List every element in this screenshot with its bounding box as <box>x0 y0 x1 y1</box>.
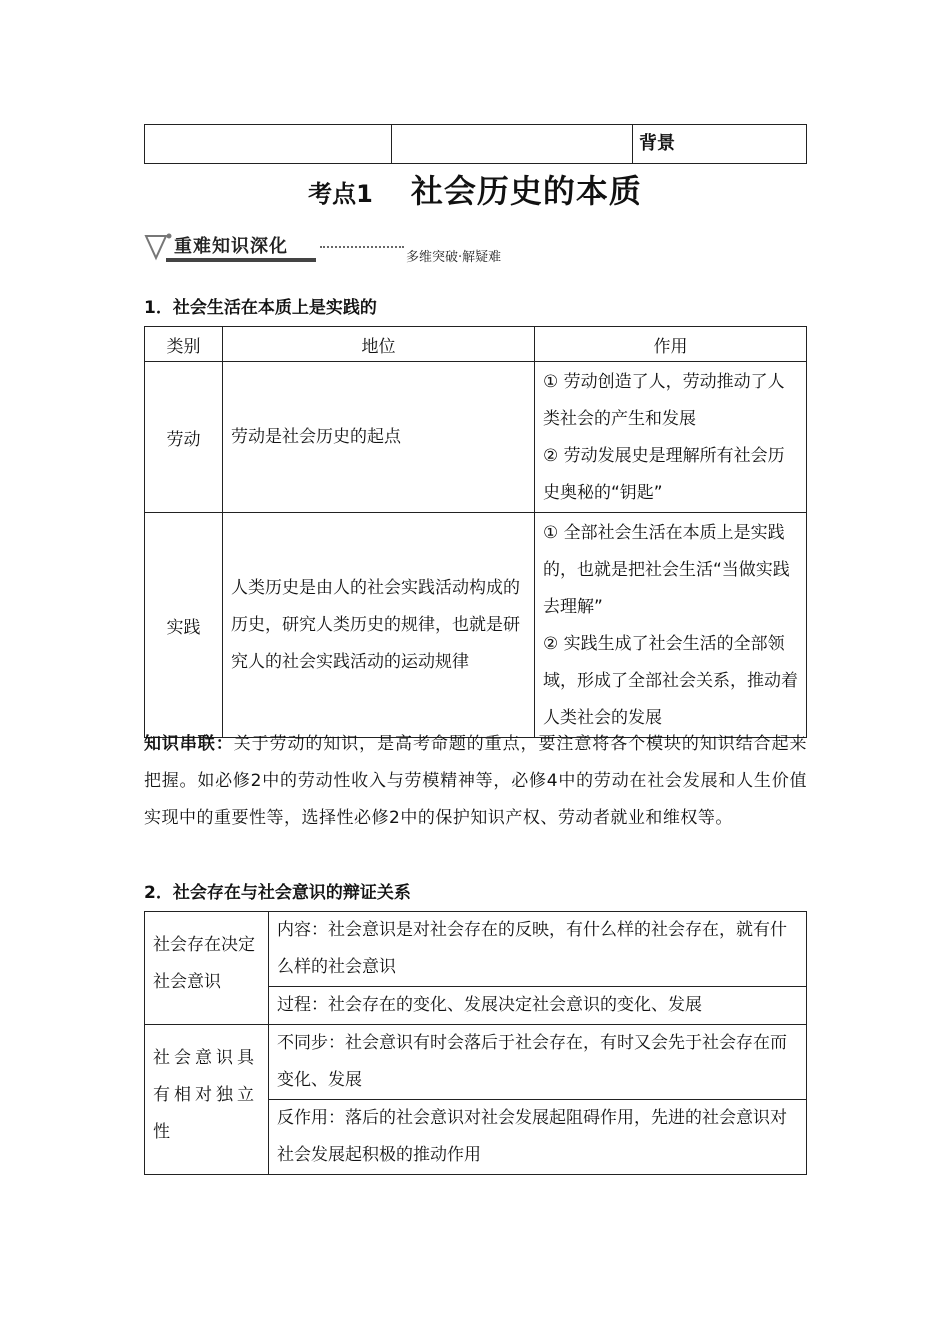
practice-table <box>144 326 807 738</box>
group2-label: 社会意识具有相对独立性 <box>145 1025 269 1175</box>
row2-position: 人类历史是由人的社会实践活动构成的历史，研究人类历史的规律，也就是研究人的社会实践活动的运动规律 <box>223 513 535 738</box>
title-text: 社会历史的本质 <box>410 172 642 210</box>
banner-sub-label: 多维突破·解疑难 <box>406 250 502 265</box>
knowledge-link-paragraph <box>144 726 807 837</box>
section-title <box>0 166 950 212</box>
table-row <box>145 912 807 987</box>
top-cell-2 <box>392 125 633 164</box>
section1-heading: 1．社会生活在本质上是实践的 <box>144 298 377 318</box>
header-effect: 作用 <box>535 327 807 362</box>
table-header-row <box>145 327 807 362</box>
banner-dotted-line <box>320 246 404 248</box>
row1-effect-2: ② 劳动发展史是理解所有社会历史奥秘的“钥匙” <box>543 446 785 503</box>
row1-effect-1: ① 劳动创造了人，劳动推动了人类社会的产生和发展 <box>543 372 785 429</box>
group1-label: 社会存在决定社会意识 <box>145 912 269 1025</box>
banner-underline <box>166 258 316 262</box>
row1-effects <box>535 362 807 513</box>
group2-item-1: 不同步：社会意识有时会落后于社会存在，有时又会先于社会存在而变化、发展 <box>269 1025 807 1100</box>
table-row <box>145 362 807 513</box>
row2-category: 实践 <box>145 513 223 738</box>
top-cell-3: 背景 <box>633 125 807 164</box>
banner-main-label: 重难知识深化 <box>174 236 288 257</box>
table-row <box>145 513 807 738</box>
row1-category: 劳动 <box>145 362 223 513</box>
group1-item-2: 过程：社会存在的变化、发展决定社会意识的变化、发展 <box>269 987 807 1025</box>
title-number: 考点1 <box>308 180 373 208</box>
top-partial-table <box>144 124 807 164</box>
section-banner <box>144 226 544 266</box>
knowledge-link-label: 知识串联： <box>144 734 234 754</box>
top-cell-1 <box>145 125 392 164</box>
table-row <box>145 1025 807 1100</box>
header-category: 类别 <box>145 327 223 362</box>
group1-item-1: 内容：社会意识是对社会存在的反映，有什么样的社会存在，就有什么样的社会意识 <box>269 912 807 987</box>
knowledge-link-text: 关于劳动的知识，是高考命题的重点，要注意将各个模块的知识结合起来把握。如必修2中的劳动性收入与劳模精神等，必修4中的劳动在社会发展和人生价值实现中的重要性等，选择性必修2中的保护知识产权、劳动者就业和维权等。 <box>144 734 808 828</box>
header-position: 地位 <box>223 327 535 362</box>
row2-effects <box>535 513 807 738</box>
row2-effect-1: ① 全部社会生活在本质上是实践的，也就是把社会生活“当做实践去理解” <box>543 523 790 617</box>
row1-position: 劳动是社会历史的起点 <box>223 362 535 513</box>
row2-effect-2: ② 实践生成了社会生活的全部领域，形成了全部社会关系，推动着人类社会的发展 <box>543 634 798 728</box>
dialectic-table <box>144 911 807 1175</box>
section2-heading: 2．社会存在与社会意识的辩证关系 <box>144 883 411 903</box>
group2-item-2: 反作用：落后的社会意识对社会发展起阻碍作用，先进的社会意识对社会发展起积极的推动作用 <box>269 1100 807 1175</box>
